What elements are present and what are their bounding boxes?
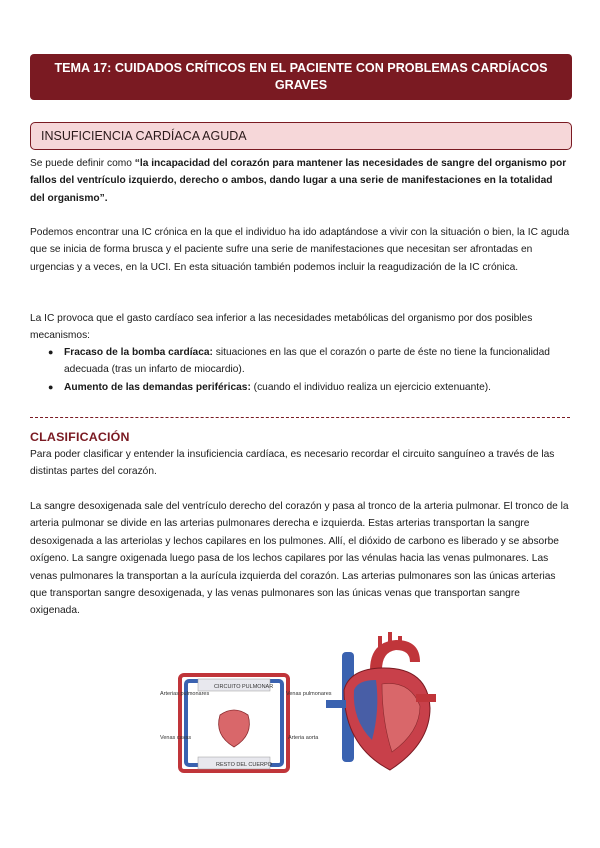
heart-icon	[219, 710, 250, 747]
section-heading-text: INSUFICIENCIA CARDÍACA AGUDA	[41, 129, 247, 143]
label-arterias-pulmonares: Arterias pulmonares	[160, 691, 210, 697]
definition-prefix: Se puede definir como	[30, 158, 135, 169]
page-title-text: TEMA 17: CUIDADOS CRÍTICOS EN EL PACIENTE CON PROBLEMAS CARDÍACOS GRAVES	[54, 61, 548, 92]
list-item-bold: Fracaso de la bomba cardíaca:	[64, 347, 213, 358]
mechanisms-list	[30, 344, 570, 396]
list-item-text: situaciones en las que el corazón o parte de éste no tiene la funcionalidad adecuada (tras un infarto de miocardio).	[64, 347, 550, 376]
section-heading-ic-aguda	[30, 122, 572, 150]
chronic-acute-paragraph: Podemos encontrar una IC crónica en la que el individuo ha ido adaptándose a vivir con la situación o bien, la IC aguda que se inicia de forma brusca y el paciente sufre una serie de manifestaciones que necesitan ser afrontadas en urgencias y a veces, en la UCI. En esta situación también podemos incluir la reagudización de la IC crónica.	[30, 227, 570, 273]
clasificacion-intro-paragraph: Para poder clasificar y entender la insuficiencia cardíaca, es necesario recordar el circuito sanguíneo a través de las distintas partes del corazón.	[30, 449, 555, 478]
circuit-top-label: CIRCUITO PULMONAR	[214, 684, 274, 690]
definition-quote: “la incapacidad del corazón para mantener las necesidades de sangre del organismo por fallos del ventrículo izquierdo, derecho o ambos, dando lugar a una serie de manifestaciones en la totalidad del organismo”.	[30, 158, 567, 204]
list-item-text: (cuando el individuo realiza un ejercicio extenuante).	[250, 381, 491, 393]
list-item: ● Fracaso de la bomba cardíaca: situaciones en las que el corazón o parte de éste no tiene la funcionalidad adecuada (tras un infarto de miocardio).	[48, 347, 550, 376]
circuit-bottom-label: RESTO DEL CUERPO	[216, 762, 272, 768]
label-arteria-aorta: Arteria aorta	[288, 735, 319, 741]
mechanisms-paragraph: La IC provoca que el gasto cardíaco sea inferior a las necesidades metabólicas del organismo por dos posibles mecanismos:	[30, 313, 533, 342]
section-heading-clasificacion: CLASIFICACIÓN	[30, 430, 130, 444]
definition-paragraph	[30, 155, 570, 207]
label-venas-pulmonares: Venas pulmonares	[286, 691, 332, 697]
circulation-paragraph: La sangre desoxigenada sale del ventrículo derecho del corazón y pasa al tronco de la arteria pulmonar. El tronco de la arteria pulmonar se divide en las arterias pulmonares derecha e izquierda. Estas arterias transportan la sangre desoxigenada a las arteriolas y lechos capilares en los pulmones. Allí, el dióxido de carbono es liberado y se absorbe oxígeno. La sangre oxigenada luego pasa de los lechos capilares por las vénulas hacia las venas pulmonares. Las venas pulmonares la transportan a la aurícula izquierda del corazón. Las arterias pulmonares son las únicas arterias que transportan sangre desoxigenada, y las venas pulmonares son las únicas venas que transportan sangre oxigenada.	[30, 501, 569, 617]
page-title	[30, 54, 572, 100]
aortic-arch-shape	[370, 640, 420, 670]
pulmonary-artery-left	[326, 700, 346, 708]
section-divider	[30, 417, 570, 418]
pulmonary-vein-right	[416, 694, 436, 702]
list-item-bold: Aumento de las demandas periféricas:	[64, 381, 251, 393]
circulation-diagram	[160, 665, 332, 780]
label-venas-cavas: Venas cavas	[160, 735, 192, 741]
list-item: ● Aumento de las demandas periféricas: (cuando el individuo realiza un ejercicio extenuante).	[48, 381, 491, 393]
heart-anatomy-illustration	[320, 630, 438, 780]
